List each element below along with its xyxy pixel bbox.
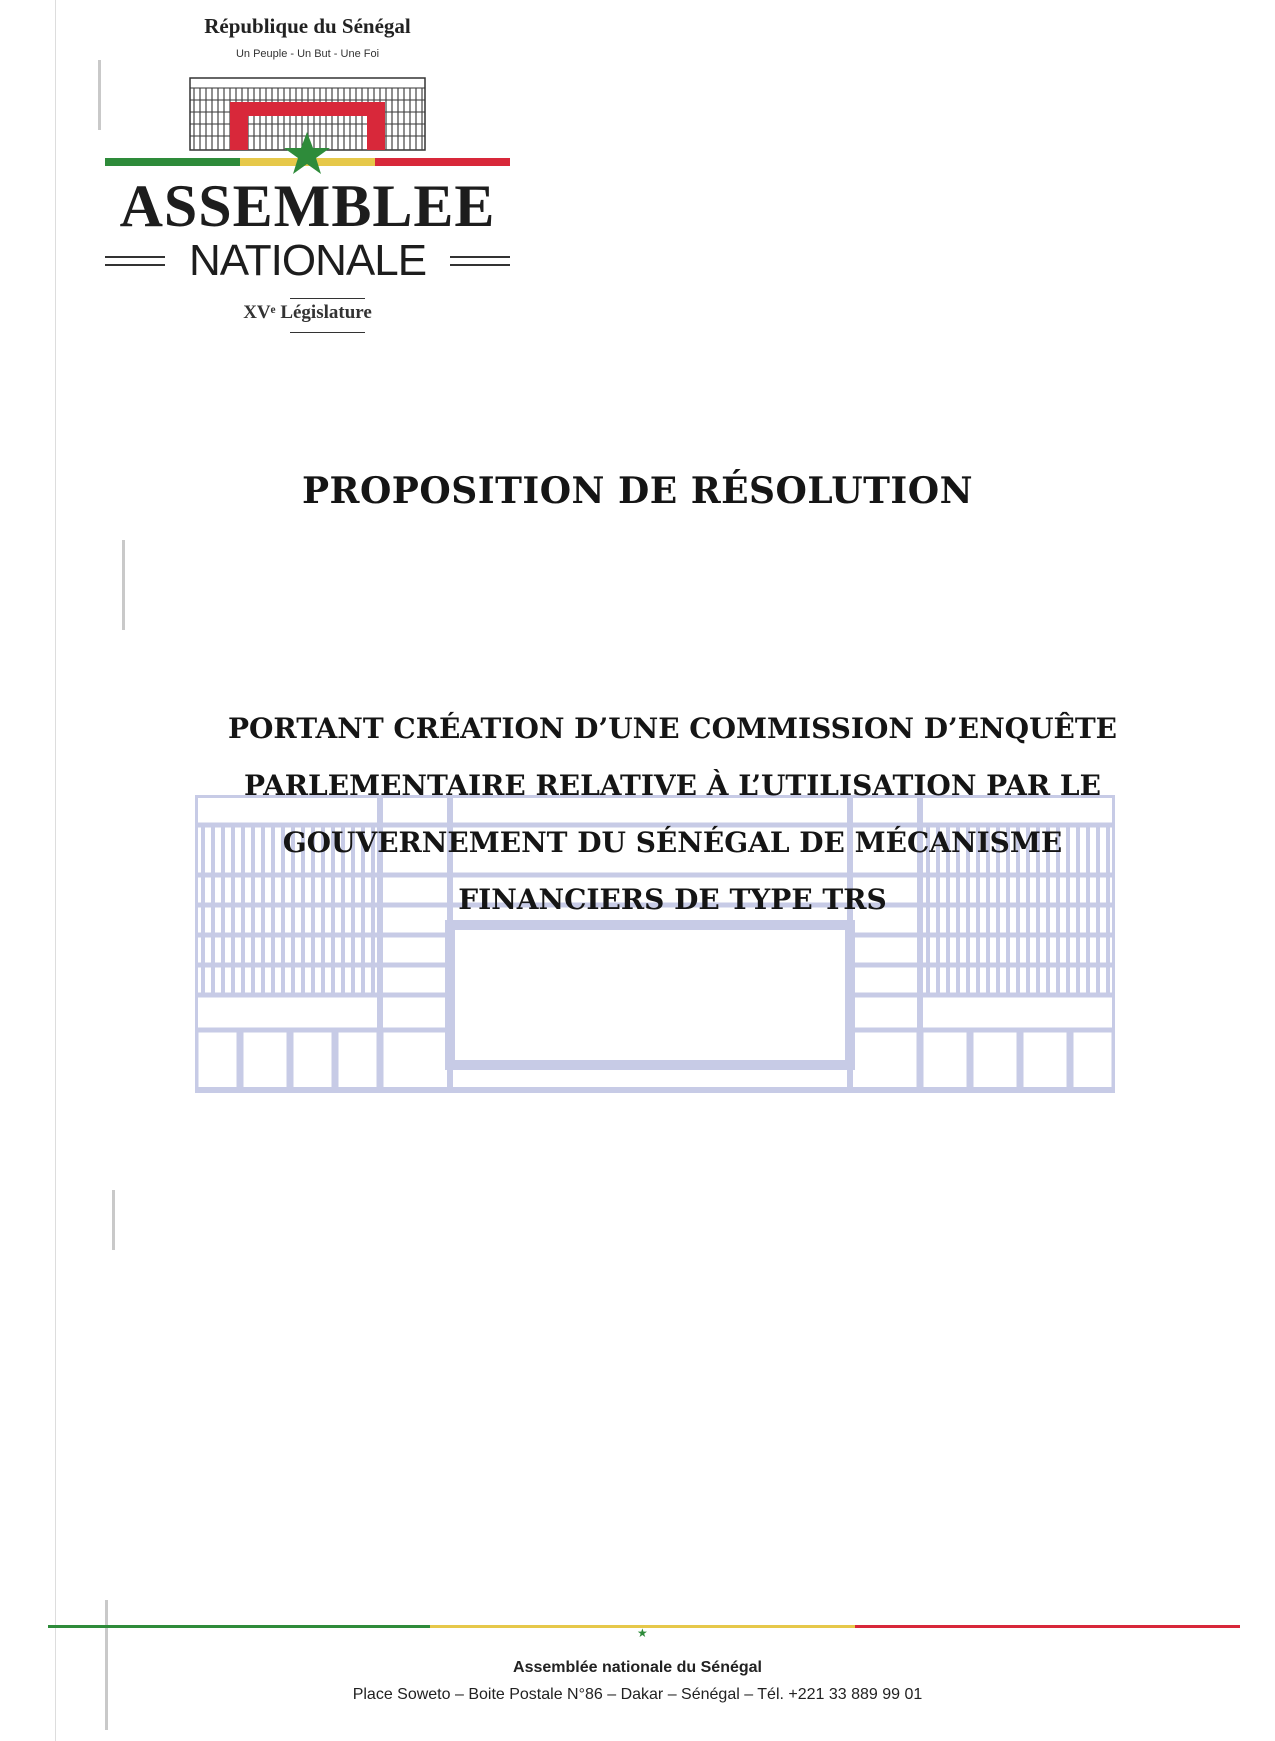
assembly-logo xyxy=(105,10,510,330)
subtitle-line: GOUVERNEMENT DU SÉNÉGAL DE MÉCANISME xyxy=(282,826,1063,859)
footer-institution: Assemblée nationale du Sénégal xyxy=(513,1659,762,1676)
institution-subtitle: NATIONALE xyxy=(188,236,427,285)
subtitle-line: FINANCIERS DE TYPE TRS xyxy=(458,883,887,916)
legislature-rule xyxy=(290,332,365,333)
document-title: PROPOSITION DE RÉSOLUTION xyxy=(301,470,974,512)
decorative-rule xyxy=(105,256,165,266)
scan-artifact xyxy=(55,0,56,1741)
subtitle-line: PARLEMENTAIRE RELATIVE À L’UTILISATION PAR LE xyxy=(244,769,1101,802)
footer-rule-green xyxy=(48,1625,430,1628)
star-icon: ★ xyxy=(637,1626,648,1640)
institution-subtitle-row xyxy=(105,238,510,284)
footer-address: Place Soweto – Boite Postale N°86 – Dakar – Sénégal – Tél. +221 33 889 99 01 xyxy=(352,1686,923,1703)
legislature-rule xyxy=(290,298,365,299)
subtitle-line: PORTANT CRÉATION D’UNE COMMISSION D’ENQUÊTE xyxy=(227,712,1118,745)
document-subtitle xyxy=(180,700,1165,928)
republic-name: République du Sénégal xyxy=(204,14,411,38)
scan-artifact xyxy=(112,1190,115,1250)
national-motto: Un Peuple - Un But - Une Foi xyxy=(235,48,380,60)
scan-artifact xyxy=(122,540,125,630)
decorative-rule xyxy=(450,256,510,266)
legislature: XVᵉ Législature xyxy=(243,302,372,323)
scan-artifact xyxy=(98,60,101,130)
institution-title: ASSEMBLEE xyxy=(119,173,496,239)
footer-rule-red xyxy=(855,1625,1240,1628)
assembly-building-icon xyxy=(105,70,510,175)
